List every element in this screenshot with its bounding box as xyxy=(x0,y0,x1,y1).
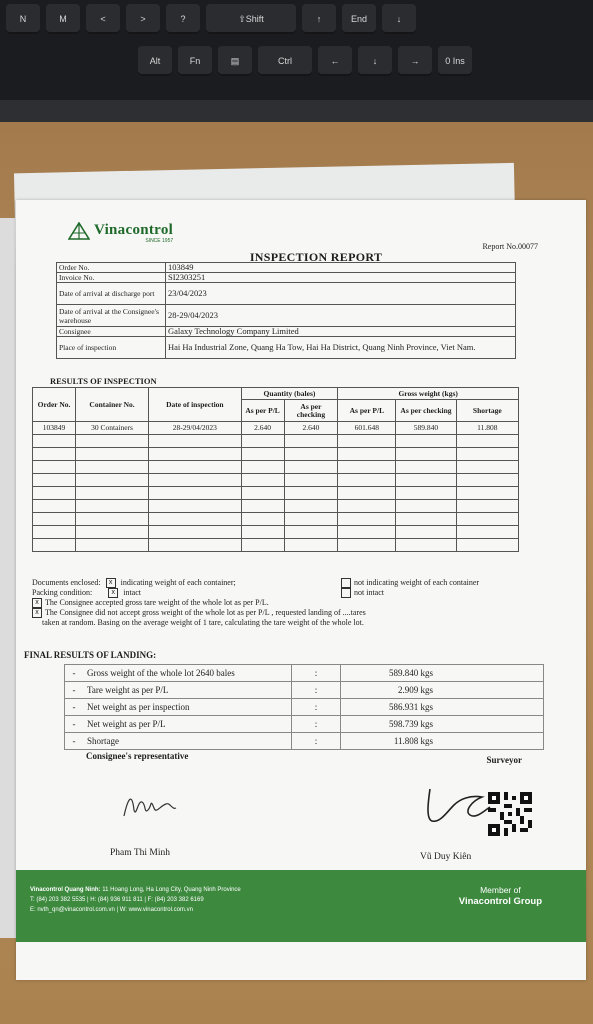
inspection-report-sheet xyxy=(16,200,586,980)
consignee-representative-label: Consignee's representative xyxy=(86,751,189,761)
results-table xyxy=(32,387,519,552)
report-title: INSPECTION REPORT xyxy=(249,250,383,264)
key-shift: ⇧Shift xyxy=(206,4,296,34)
key-n: N xyxy=(6,4,40,34)
col-gross-weight: Gross weight (kgs) xyxy=(338,388,519,400)
info-label: Date of arrival at discharge port xyxy=(57,283,166,305)
cell-qty-check: 2.640 xyxy=(284,422,338,435)
final-results-table xyxy=(64,664,544,750)
final-value: 598.739 kgs xyxy=(341,716,544,733)
surveyor-label: Surveyor xyxy=(486,755,522,765)
key-ins: 0 Ins xyxy=(438,46,472,76)
final-colon: : xyxy=(292,665,341,682)
footer-office: Vinacontrol Quang Ninh: xyxy=(30,887,101,893)
col-gw-as-per-checking: As per checking xyxy=(396,400,456,422)
not-accepted-text: The Consignee did not accept gross weight of the whole lot as per P/L , requested landing of ....tares xyxy=(45,608,366,617)
final-value: 2.909 kgs xyxy=(341,682,544,699)
key-fn: Fn xyxy=(178,46,212,76)
info-label: Place of inspection xyxy=(57,337,166,359)
info-row xyxy=(57,337,516,359)
final-dash: - xyxy=(65,733,84,750)
final-dash: - xyxy=(65,682,84,699)
logo-since: SINCE 1957 xyxy=(145,238,174,244)
col-qty-as-per-checking: As per checking xyxy=(284,400,338,422)
info-row xyxy=(57,327,516,337)
key-question: ? xyxy=(166,4,200,34)
packing-text: intact xyxy=(123,588,141,597)
not-accepted-checkbox: x xyxy=(32,608,42,618)
final-dash: - xyxy=(65,699,84,716)
info-value: Hai Ha Industrial Zone, Quang Ha Tow, Hai Ha District, Quang Ninh Province, Viet Nam. xyxy=(166,337,516,359)
cell-order-no: 103849 xyxy=(33,422,76,435)
keyboard-edge xyxy=(0,100,593,122)
key-right: → xyxy=(398,46,432,76)
results-header-row xyxy=(33,388,519,400)
final-results-title: FINAL RESULTS OF LANDING: xyxy=(24,650,157,660)
empty-row xyxy=(33,435,519,448)
packing-alt-text: not intact xyxy=(354,588,384,597)
final-row xyxy=(65,733,544,750)
empty-row xyxy=(33,500,519,513)
key-greater: > xyxy=(126,4,160,34)
final-dash: - xyxy=(65,716,84,733)
key-ctrl: Ctrl xyxy=(258,46,312,76)
final-value: 589.840 kgs xyxy=(341,665,544,682)
key-down-top: ↓ xyxy=(382,4,416,34)
info-row xyxy=(57,305,516,327)
cell-date: 28-29/04/2023 xyxy=(149,422,241,435)
documents-checkbox: x xyxy=(106,578,116,588)
final-colon: : xyxy=(292,699,341,716)
cell-container-no: 30 Containers xyxy=(76,422,149,435)
vinacontrol-logo xyxy=(68,222,173,244)
documents-label: Documents enclosed: xyxy=(32,578,101,587)
col-quantity: Quantity (bales) xyxy=(241,388,338,400)
keyboard-row-bottom xyxy=(138,46,472,76)
checkbox-section xyxy=(32,578,552,628)
documents-alt xyxy=(338,578,479,588)
consignee-name: Pham Thi Minh xyxy=(110,848,170,858)
final-colon: : xyxy=(292,716,341,733)
surveyor-name: Vũ Duy Kiên xyxy=(420,852,472,862)
results-section-title: RESULTS OF INSPECTION xyxy=(50,376,157,386)
info-value: 103849 xyxy=(166,263,516,273)
cell-qty-pl: 2.640 xyxy=(241,422,284,435)
empty-row xyxy=(33,461,519,474)
key-end: End xyxy=(342,4,376,34)
empty-row xyxy=(33,448,519,461)
packing-label: Packing condition: xyxy=(32,588,93,597)
accepted-line xyxy=(32,598,552,608)
logo-name: Vinacontrol xyxy=(94,222,174,238)
accepted-checkbox: x xyxy=(32,598,42,608)
info-label: Order No. xyxy=(57,263,166,273)
empty-row xyxy=(33,474,519,487)
info-value: Galaxy Technology Company Limited xyxy=(166,327,516,337)
packing-alt xyxy=(338,588,384,598)
footer-band xyxy=(16,870,586,942)
info-label: Invoice No. xyxy=(57,273,166,283)
key-less: < xyxy=(86,4,120,34)
final-colon: : xyxy=(292,733,341,750)
info-label: Date of arrival at the Consignee's warehouse xyxy=(57,305,166,327)
empty-row xyxy=(33,487,519,500)
consignee-signature-icon xyxy=(120,788,180,822)
accepted-text: The Consignee accepted gross tare weight of the whole lot as per P/L. xyxy=(45,598,269,607)
footer-address: 11 Hoang Long, Ha Long City, Quang Ninh Province xyxy=(102,887,241,893)
final-row xyxy=(65,665,544,682)
col-container-no: Container No. xyxy=(76,388,149,422)
empty-row xyxy=(33,539,519,552)
footer-contacts: E: nvth_qn@vinacontrol.com.vn | W: www.vinacontrol.com.vn xyxy=(30,907,193,913)
key-alt: Alt xyxy=(138,46,172,76)
final-row xyxy=(65,699,544,716)
documents-text: indicating weight of each container; xyxy=(120,578,236,587)
final-dash: - xyxy=(65,665,84,682)
qr-code-icon xyxy=(488,792,532,836)
not-accepted-line xyxy=(32,608,552,618)
cell-gw-pl: 601.648 xyxy=(338,422,396,435)
documents-alt-checkbox xyxy=(341,578,351,588)
footer-group: Vinacontrol Group xyxy=(458,896,542,907)
col-order-no: Order No. xyxy=(33,388,76,422)
table-row xyxy=(33,422,519,435)
packing-line xyxy=(32,588,552,598)
col-date-inspection: Date of inspection xyxy=(149,388,241,422)
footer-membership xyxy=(459,884,542,908)
info-row xyxy=(57,273,516,283)
footer-phones: T: (84) 203 382 5535 | H: (84) 936 911 811 | F: (84) 203 382 6169 xyxy=(30,897,204,903)
packing-checkbox: x xyxy=(108,588,118,598)
final-row xyxy=(65,716,544,733)
footer-member-of: Member of xyxy=(480,885,521,895)
key-menu: ▤ xyxy=(218,46,252,76)
cell-gw-check: 589.840 xyxy=(396,422,456,435)
final-label: Shortage xyxy=(83,733,292,750)
surveyor-signature-icon xyxy=(424,785,494,829)
documents-line xyxy=(32,578,552,588)
info-value: 28-29/04/2023 xyxy=(166,305,516,327)
col-shortage: Shortage xyxy=(456,400,518,422)
report-number: Report No.00077 xyxy=(482,242,538,251)
info-row xyxy=(57,283,516,305)
not-accepted-line-2: taken at random. Basing on the average weight of 1 tare, calculating the tare weight of the whole lot. xyxy=(42,618,364,627)
key-down: ↓ xyxy=(358,46,392,76)
final-label: Tare weight as per P/L xyxy=(83,682,292,699)
empty-row xyxy=(33,513,519,526)
logo-emblem-icon xyxy=(68,222,90,240)
key-m: M xyxy=(46,4,80,34)
documents-alt-text: not indicating weight of each container xyxy=(354,578,480,587)
footer-contact xyxy=(30,885,241,915)
info-value: SI2303251 xyxy=(166,273,516,283)
final-value: 11.808 kgs xyxy=(341,733,544,750)
col-qty-as-per-pl: As per P/L xyxy=(241,400,284,422)
cell-shortage: 11.808 xyxy=(456,422,518,435)
info-label: Consignee xyxy=(57,327,166,337)
keyboard-row-top xyxy=(6,4,416,34)
info-row xyxy=(57,263,516,273)
final-label: Gross weight of the whole lot 2640 bales xyxy=(83,665,292,682)
info-value: 23/04/2023 xyxy=(166,283,516,305)
final-colon: : xyxy=(292,682,341,699)
final-label: Net weight as per P/L xyxy=(83,716,292,733)
laptop-keyboard xyxy=(0,0,593,122)
empty-row xyxy=(33,526,519,539)
order-info-table xyxy=(56,262,516,359)
key-up: ↑ xyxy=(302,4,336,34)
final-row xyxy=(65,682,544,699)
col-gw-as-per-pl: As per P/L xyxy=(338,400,396,422)
key-left: ← xyxy=(318,46,352,76)
final-value: 586.931 kgs xyxy=(341,699,544,716)
packing-alt-checkbox xyxy=(341,588,351,598)
final-label: Net weight as per inspection xyxy=(83,699,292,716)
